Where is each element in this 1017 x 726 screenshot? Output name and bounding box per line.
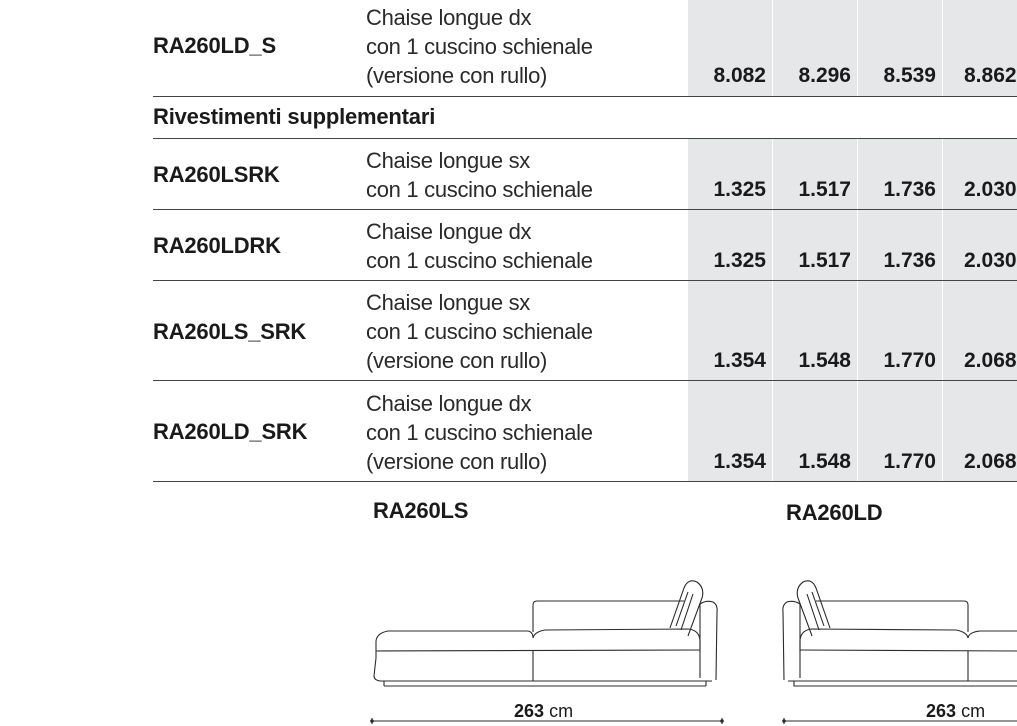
section-title: Rivestimenti supplementari <box>153 104 436 129</box>
price-value: 1.354 <box>713 450 766 473</box>
price-value: 1.517 <box>798 249 851 272</box>
product-description: Chaise longue dx con 1 cuscino schienale <box>366 219 593 273</box>
price-value: 8.082 <box>713 64 766 87</box>
dimension-unit: cm <box>961 701 986 721</box>
dimension-unit: cm <box>549 701 574 721</box>
product-code: RA260LDRK <box>153 233 281 258</box>
price-value: 1.770 <box>883 349 936 372</box>
price-value: 8.539 <box>883 64 936 87</box>
dimension-label-right <box>926 701 985 722</box>
dimension-label-left <box>514 701 573 722</box>
price-value: 2.030 <box>964 249 1017 272</box>
price-value: 1.548 <box>798 450 851 473</box>
table-row <box>153 139 1017 210</box>
product-code: RA260LS_SRK <box>153 319 307 344</box>
price-value: 8.296 <box>798 64 851 87</box>
table-row <box>153 0 1017 97</box>
price-value: 1.325 <box>713 178 766 201</box>
product-description: Chaise longue sx con 1 cuscino schienale (versione con rullo) <box>366 290 593 373</box>
price-value: 2.030 <box>964 178 1017 201</box>
price-value: 2.068 <box>964 450 1017 473</box>
price-value: 8.862 <box>964 64 1017 87</box>
price-value: 1.736 <box>883 249 936 272</box>
price-value: 1.548 <box>798 349 851 372</box>
price-value: 1.770 <box>883 450 936 473</box>
product-description: Chaise longue sx con 1 cuscino schienale <box>366 148 593 202</box>
product-description: Chaise longue dx con 1 cuscino schienale (versione con rullo) <box>366 5 593 88</box>
price-value: 2.068 <box>964 349 1017 372</box>
dimension-value: 263 <box>514 701 545 721</box>
table-row <box>153 281 1017 381</box>
drawing-title-left: RA260LS <box>373 498 469 523</box>
drawing-title-right: RA260LD <box>786 500 883 525</box>
price-value: 1.354 <box>713 349 766 372</box>
price-value: 1.325 <box>713 249 766 272</box>
product-code: RA260LSRK <box>153 162 280 187</box>
price-value: 1.736 <box>883 178 936 201</box>
product-code: RA260LD_S <box>153 33 276 58</box>
product-description: Chaise longue dx con 1 cuscino schienale (versione con rullo) <box>366 391 593 474</box>
table-row <box>153 210 1017 281</box>
table-row <box>153 381 1017 482</box>
price-value: 1.517 <box>798 178 851 201</box>
product-code: RA260LD_SRK <box>153 419 308 444</box>
dimension-value: 263 <box>926 701 957 721</box>
